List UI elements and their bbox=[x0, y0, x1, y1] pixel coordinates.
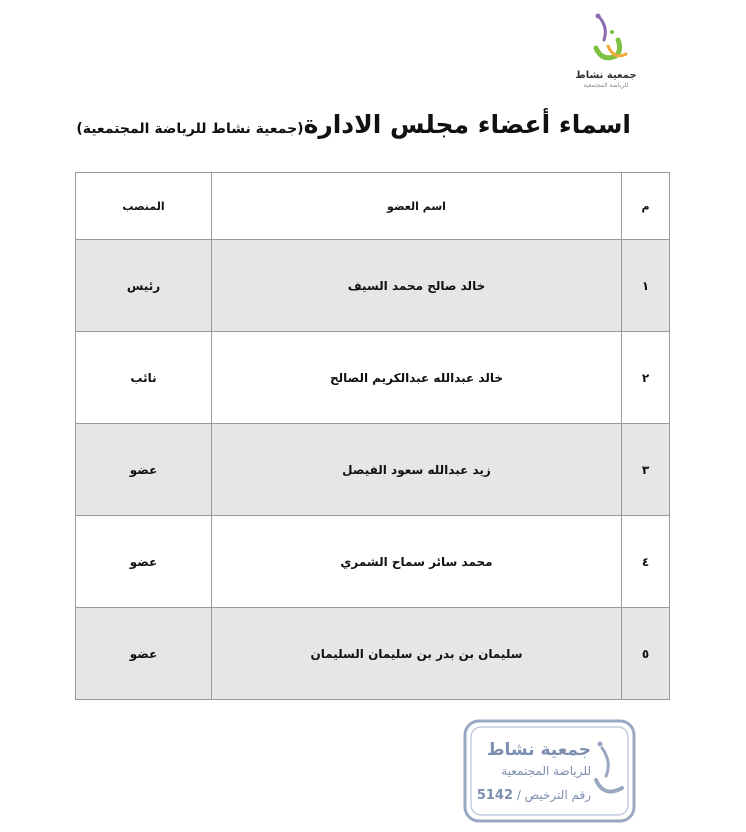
member-name: زيد عبدالله سعود الفيصل bbox=[212, 424, 622, 516]
stamp-license-label: رقم الترخيص / bbox=[516, 788, 591, 802]
member-name: محمد سائر سماح الشمري bbox=[212, 516, 622, 608]
member-position: نائب bbox=[76, 332, 212, 424]
stamp-license-number: 5142 bbox=[476, 788, 513, 803]
row-number: ٤ bbox=[622, 516, 670, 608]
table-row bbox=[76, 332, 670, 424]
logo-tagline: للرياضة المجتمعية bbox=[583, 82, 629, 89]
table-row bbox=[76, 424, 670, 516]
member-position: عضو bbox=[76, 516, 212, 608]
table-header-row bbox=[76, 173, 670, 240]
stamp-license bbox=[477, 788, 591, 803]
board-members-table bbox=[75, 172, 670, 700]
stamp-title: جمعية نشاط bbox=[486, 740, 591, 760]
member-position: رئيس bbox=[76, 240, 212, 332]
member-name: سليمان بن بدر بن سليمان السليمان bbox=[212, 608, 622, 700]
page-title bbox=[76, 110, 631, 139]
logo-mark-icon bbox=[578, 10, 638, 74]
header-position: المنصب bbox=[76, 173, 212, 240]
title-sub: (جمعية نشاط للرياضة المجتمعية) bbox=[76, 121, 304, 137]
row-number: ٣ bbox=[622, 424, 670, 516]
member-name: خالد صالح محمد السيف bbox=[212, 240, 622, 332]
table-row bbox=[76, 608, 670, 700]
member-position: عضو bbox=[76, 608, 212, 700]
row-number: ٢ bbox=[622, 332, 670, 424]
logo-name: جمعية نشاط bbox=[575, 70, 637, 81]
header-number: م bbox=[622, 173, 670, 240]
row-number: ٥ bbox=[622, 608, 670, 700]
stamp-subtitle: للرياضة المجتمعية bbox=[501, 764, 591, 778]
row-number: ١ bbox=[622, 240, 670, 332]
member-name: خالد عبدالله عبدالكريم الصالح bbox=[212, 332, 622, 424]
title-main: اسماء أعضاء مجلس الادارة bbox=[303, 110, 631, 139]
header-name: اسم العضو bbox=[212, 173, 622, 240]
table-row bbox=[76, 516, 670, 608]
official-stamp bbox=[462, 718, 637, 824]
table-row bbox=[76, 240, 670, 332]
member-position: عضو bbox=[76, 424, 212, 516]
